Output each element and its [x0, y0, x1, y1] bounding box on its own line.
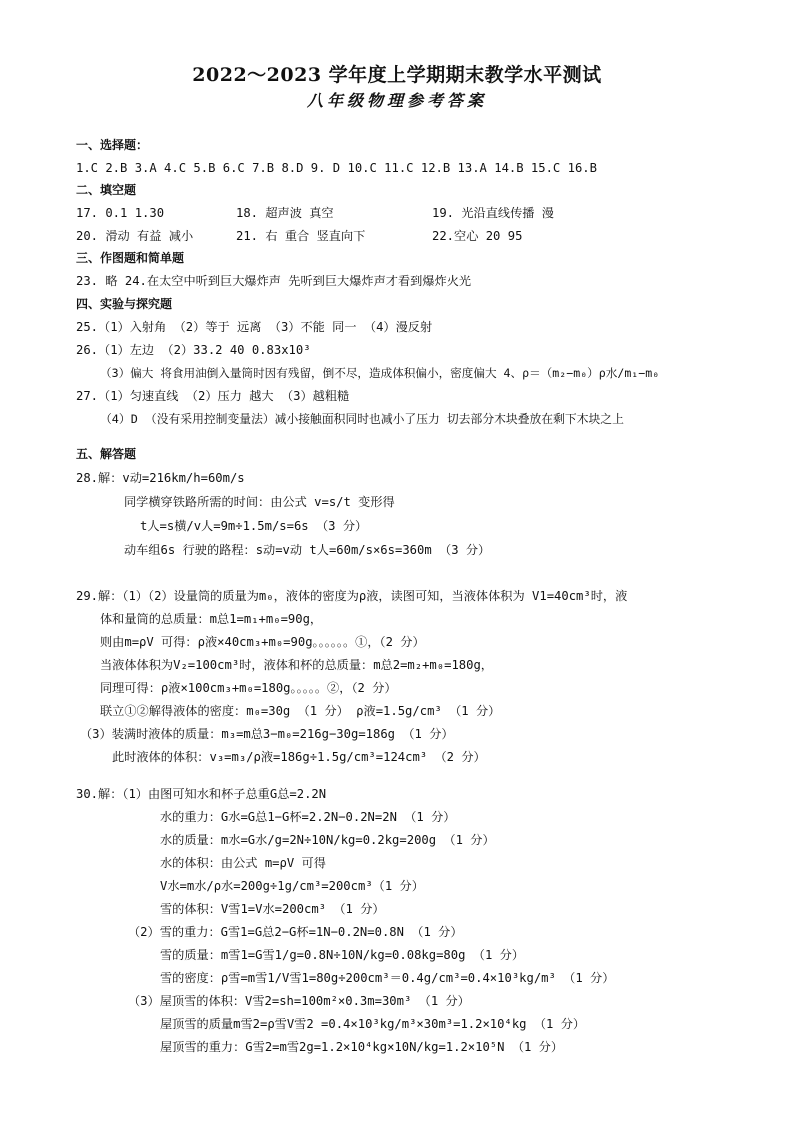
drawing-answers: 23. 略 24.在太空中听到巨大爆炸声 先听到巨大爆炸声才看到爆炸火光 — [76, 274, 472, 288]
q29-line-7: （3）装满时液体的质量：m₃=m总3−m₀=216g−30g=186g （1 分） — [80, 727, 454, 741]
q30-line-9: 雪的密度：ρ雪=m雪1/V雪1=80g÷200cm³＝0.4g/cm³=0.4×10³kg/m³ （1 分） — [160, 971, 615, 985]
fill-answer-20: 20. 滑动 有益 减小 — [76, 229, 194, 243]
q30-line-4: 水的体积：由公式 m=ρV 可得 — [160, 856, 326, 870]
fill-answer-22: 22.空心 20 95 — [432, 229, 523, 243]
q30-line-10: （3）屋顶雪的体积：V雪2=sh=100m²×0.3m=30m³ （1 分） — [128, 994, 470, 1008]
fill-answer-21: 21. 右 重合 竖直向下 — [236, 229, 366, 243]
q29-line-1: 29.解：（1）（2）设量筒的质量为m₀，液体的密度为ρ液，读图可知，当液体体积为 V1=40cm³时，液 — [76, 589, 628, 603]
q28-line-3: t人=s横/v人=9m÷1.5m/s=6s （3 分） — [140, 519, 368, 533]
q29-line-6: 联立①②解得液体的密度：m₀=30g （1 分） ρ液=1.5g/cm³ （1 分） — [100, 704, 501, 718]
q29-line-4: 当液体体积为V₂=100cm³时，液体和杯的总质量：m总2=m₂+m₀=180g， — [100, 658, 493, 672]
section-heading-drawing: 三、作图题和简单题 — [76, 251, 185, 265]
q30-line-1: 30.解：（1）由图可知水和杯子总重G总=2.2N — [76, 787, 327, 801]
q28-line-4: 动车组6s 行驶的路程：s动=v动 t人=60m/s×6s=360m （3 分） — [124, 543, 491, 557]
fill-answer-18: 18. 超声波 真空 — [236, 206, 334, 220]
q29-line-8: 此时液体的体积：v₃=m₃/ρ液=186g÷1.5g/cm³=124cm³ （2 分） — [112, 750, 486, 764]
q30-line-11: 屋顶雪的质量m雪2=ρ雪V雪2 =0.4×10³kg/m³×30m³=1.2×10⁴kg （1 分） — [160, 1017, 586, 1031]
q30-line-2: 水的重力：G水=G总1−G杯=2.2N−0.2N=2N （1 分） — [160, 810, 456, 824]
q30-line-12: 屋顶雪的重力：G雪2=m雪2g=1.2×10⁴kg×10N/kg=1.2×10⁵N （1 分） — [160, 1040, 564, 1054]
q28-line-1: 28.解：v动=216km/h=60m/s — [76, 471, 245, 485]
experiment-answer-26a: 26.（1）左边 （2）33.2 40 0.83x10³ — [76, 343, 311, 357]
page-subtitle: 八年级物理参考答案 — [306, 91, 487, 110]
q29-line-5: 同理可得：ρ液×100cm₃+m₀=180g。。。。。②，（2 分） — [100, 681, 397, 695]
section-heading-experiment: 四、实验与探究题 — [76, 297, 173, 311]
page-title: 2022～2023 学年度上学期期末教学水平测试 — [192, 64, 602, 86]
fill-answer-17: 17. 0.1 1.30 — [76, 206, 165, 220]
section-heading-solutions: 五、解答题 — [76, 447, 137, 461]
experiment-answer-25: 25.（1）入射角 （2）等于 远离 （3）不能 同一 （4）漫反射 — [76, 320, 433, 334]
experiment-answer-27a: 27.（1）匀速直线 （2）压力 越大 （3）越粗糙 — [76, 389, 350, 403]
experiment-answer-27b: （4）D （没有采用控制变量法）减小接触面积同时也减小了压力 切去部分木块叠放在剩下木块之上 — [100, 412, 624, 426]
section-heading-fill: 二、填空题 — [76, 183, 137, 197]
q30-line-5: V水=m水/ρ水=200g÷1g/cm³=200cm³（1 分） — [160, 879, 424, 893]
section-heading-choice: 一、选择题： — [76, 138, 149, 152]
q30-line-8: 雪的质量：m雪1=G雪1/g=0.8N÷10N/kg=0.08kg=80g （1 分） — [160, 948, 525, 962]
q29-line-3: 则由m=ρV 可得：ρ液×40cm₃+m₀=90g。。。。。。①，（2 分） — [100, 635, 425, 649]
q29-line-2: 体和量筒的总质量：m总1=m₁+m₀=90g， — [100, 612, 323, 626]
choice-answers: 1.C 2.B 3.A 4.C 5.B 6.C 7.B 8.D 9. D 10.C 11.C 12.B 13.A 14.B 15.C 16.B — [76, 161, 597, 175]
experiment-answer-26b: （3）偏大 将食用油倒入量筒时因有残留，倒不尽，造成体积偏小，密度偏大 4、ρ＝（m₂−m₀）ρ水/m₁−m₀ — [100, 366, 660, 380]
q28-line-2: 同学横穿铁路所需的时间：由公式 v=s/t 变形得 — [124, 495, 395, 509]
q30-line-3: 水的质量：m水=G水/g=2N÷10N/kg=0.2kg=200g （1 分） — [160, 833, 495, 847]
fill-answer-19: 19. 光沿直线传播 漫 — [432, 206, 554, 220]
q30-line-6: 雪的体积：V雪1=V水=200cm³ （1 分） — [160, 902, 385, 916]
q30-line-7: （2）雪的重力：G雪1=G总2−G杯=1N−0.2N=0.8N （1 分） — [128, 925, 463, 939]
